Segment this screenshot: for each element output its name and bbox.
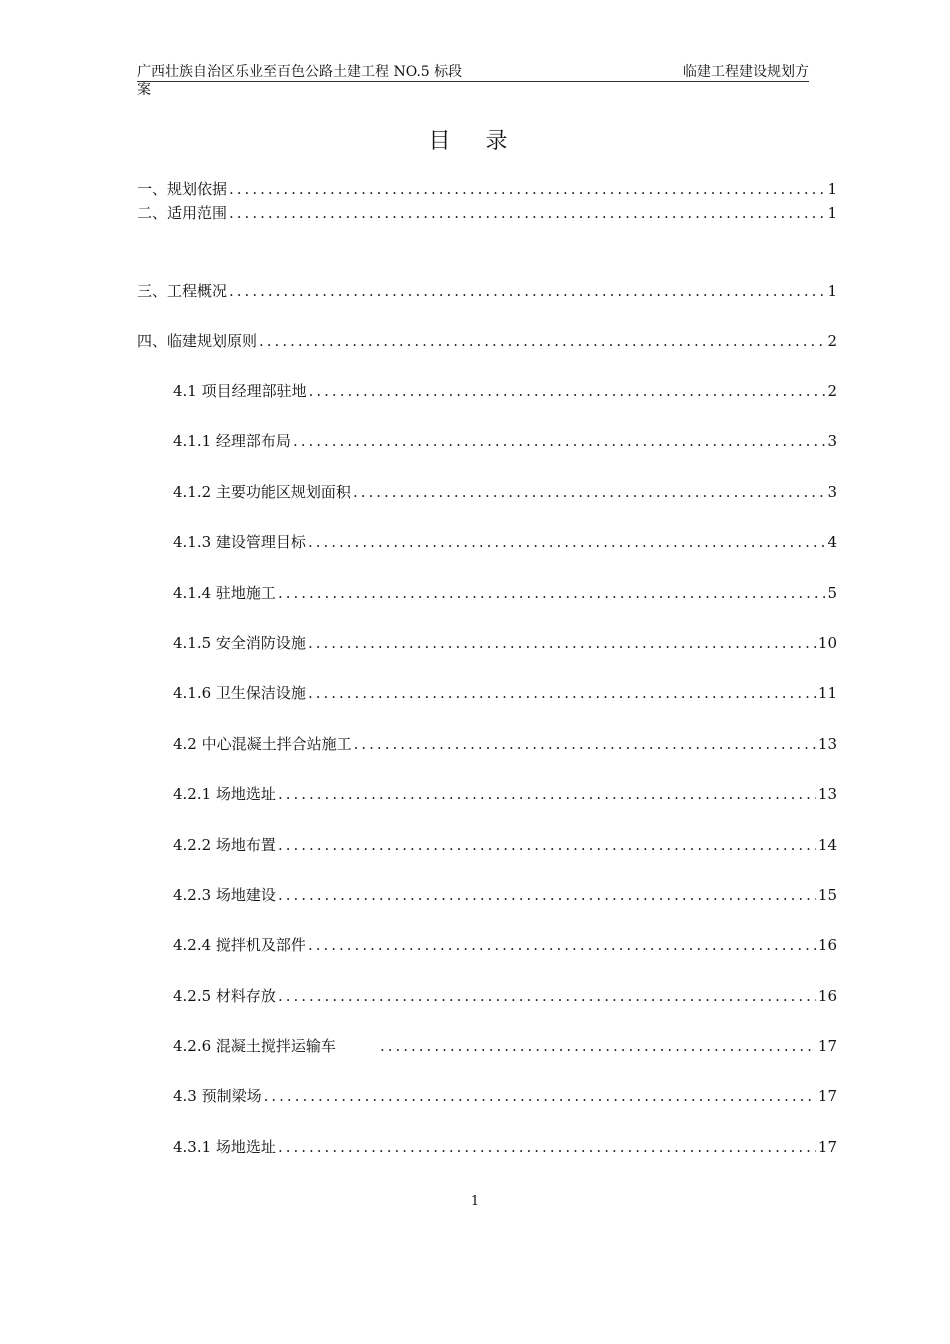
toc-entry[interactable] xyxy=(173,834,837,856)
toc-entry-page: 17 xyxy=(817,1138,837,1156)
toc-entry-label: 4.3.1 场地选址 xyxy=(173,1138,276,1156)
toc-entry-page: 15 xyxy=(817,886,837,904)
toc-entry-page: 5 xyxy=(827,584,837,602)
toc-entry[interactable] xyxy=(137,202,837,224)
toc-dot-leader xyxy=(293,430,826,452)
toc-entry-label: 4.1 项目经理部驻地 xyxy=(173,382,307,400)
toc-entry-page: 17 xyxy=(817,1087,837,1105)
toc-title: 目 录 xyxy=(428,129,522,154)
toc-dot-leader xyxy=(308,934,816,956)
toc-dot-leader xyxy=(278,783,816,805)
toc-entry[interactable] xyxy=(173,632,837,654)
toc-dot-leader xyxy=(354,733,816,755)
toc-entry-page: 16 xyxy=(817,987,837,1005)
toc-entry[interactable] xyxy=(173,430,837,452)
toc-entry-page: 13 xyxy=(817,735,837,753)
toc-entry-label: 4.1.3 建设管理目标 xyxy=(173,533,306,551)
toc-dot-leader xyxy=(309,380,826,402)
toc-entry-label: 三、工程概况 xyxy=(137,282,228,300)
toc-entry[interactable] xyxy=(173,481,837,503)
toc-entry-page: 3 xyxy=(827,483,837,501)
toc-entry-page: 1 xyxy=(827,282,837,300)
header-project-name-continued: 案 xyxy=(137,82,151,98)
toc-entry[interactable] xyxy=(137,178,837,200)
toc-entry[interactable] xyxy=(173,682,837,704)
toc-dot-leader xyxy=(278,1136,816,1158)
toc-dot-leader xyxy=(278,884,816,906)
toc-entry-label: 4.2.5 材料存放 xyxy=(173,987,276,1005)
toc-entry-page: 17 xyxy=(817,1037,837,1055)
toc-entry[interactable] xyxy=(173,985,837,1007)
toc-entry-page: 10 xyxy=(817,634,837,652)
toc-entry-page: 2 xyxy=(827,332,837,350)
toc-entry-label: 4.1.4 驻地施工 xyxy=(173,584,276,602)
toc-entry-label: 二、适用范围 xyxy=(137,204,228,222)
header-rule xyxy=(137,64,809,82)
toc-entry-page: 16 xyxy=(817,936,837,954)
toc-dot-leader xyxy=(264,1085,816,1107)
toc-dot-leader xyxy=(380,1035,816,1057)
toc-entry-label: 4.2.1 场地选址 xyxy=(173,785,276,803)
toc-entry-label: 一、规划依据 xyxy=(137,180,228,198)
toc-entry[interactable] xyxy=(173,1136,837,1158)
toc-entry[interactable] xyxy=(173,934,837,956)
toc-dot-leader xyxy=(278,834,816,856)
toc-entry-label: 4.2.4 搅拌机及部件 xyxy=(173,936,306,954)
toc-entry-label: 4.3 预制梁场 xyxy=(173,1087,262,1105)
toc-entry-label: 4.1.2 主要功能区规划面积 xyxy=(173,483,351,501)
toc-entry-page: 1 xyxy=(827,180,837,198)
toc-entry[interactable] xyxy=(137,330,837,352)
toc-dot-leader xyxy=(229,202,825,224)
toc-entry[interactable] xyxy=(173,1035,837,1057)
toc-entry-page: 14 xyxy=(817,836,837,854)
toc-dot-leader xyxy=(278,582,826,604)
page-header xyxy=(137,64,809,99)
toc-dot-leader xyxy=(259,330,825,352)
toc-dot-leader xyxy=(308,531,826,553)
toc-entry-page: 3 xyxy=(827,432,837,450)
page-number: 1 xyxy=(470,1194,480,1209)
toc-dot-leader xyxy=(229,280,825,302)
toc-entry-label: 4.1.1 经理部布局 xyxy=(173,432,291,450)
toc-dot-leader xyxy=(278,985,816,1007)
toc-dot-leader xyxy=(308,682,816,704)
toc-entry-page: 13 xyxy=(817,785,837,803)
toc-dot-leader xyxy=(229,178,825,200)
toc-entry[interactable] xyxy=(173,531,837,553)
toc-entry-page: 4 xyxy=(827,533,837,551)
toc-entry-label: 4.2.3 场地建设 xyxy=(173,886,276,904)
header-project-name: 广西壮族自治区乐业至百色公路土建工程 NO.5 标段 xyxy=(137,64,463,80)
toc-dot-leader xyxy=(353,481,826,503)
toc-entry-page: 2 xyxy=(827,382,837,400)
toc-entry-label: 四、临建规划原则 xyxy=(137,332,258,350)
toc-entry[interactable] xyxy=(173,884,837,906)
toc-entry[interactable] xyxy=(173,783,837,805)
toc-entry[interactable] xyxy=(173,582,837,604)
toc-entry-page: 1 xyxy=(827,204,837,222)
toc-entry-label: 4.2.6 混凝土搅拌运输车 xyxy=(173,1037,336,1055)
toc-entry-label: 4.2.2 场地布置 xyxy=(173,836,276,854)
toc-entry[interactable] xyxy=(173,733,837,755)
toc-entry-label: 4.2 中心混凝土拌合站施工 xyxy=(173,735,352,753)
toc-dot-leader xyxy=(308,632,816,654)
toc-entry[interactable] xyxy=(137,280,837,302)
header-document-name: 临建工程建设规划方 xyxy=(683,64,809,80)
toc-entry-label: 4.1.6 卫生保洁设施 xyxy=(173,684,306,702)
toc-entry-page: 11 xyxy=(817,684,837,702)
toc-entry[interactable] xyxy=(173,380,837,402)
toc-entry-label: 4.1.5 安全消防设施 xyxy=(173,634,306,652)
toc-entry[interactable] xyxy=(173,1085,837,1107)
